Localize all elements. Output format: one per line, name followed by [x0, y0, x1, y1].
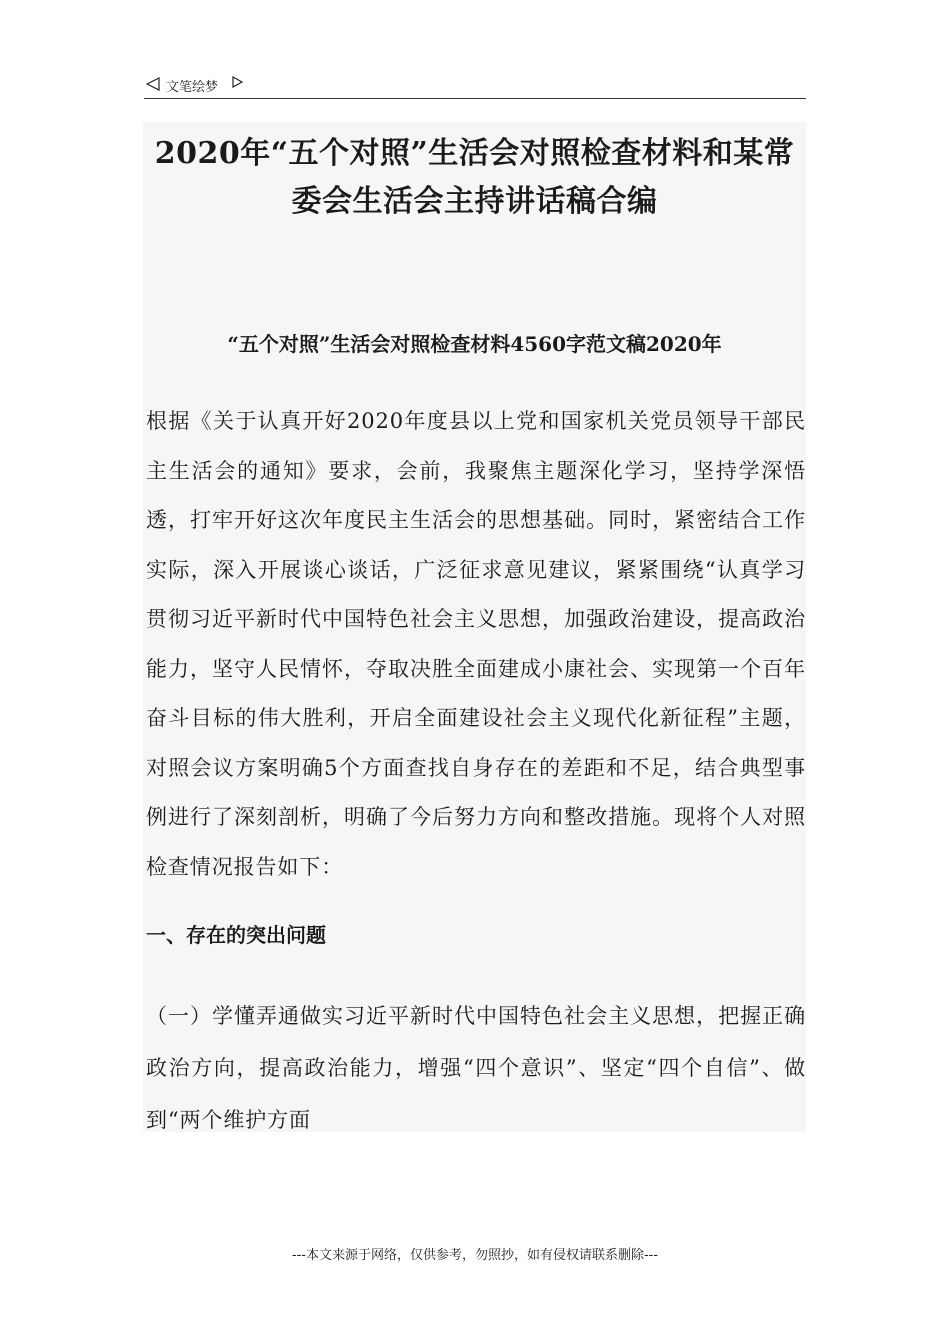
section-heading: 一、存在的突出问题 [146, 923, 326, 947]
page-header [144, 72, 806, 99]
intro-paragraph: 根据《关于认真开好2020年度县以上党和国家机关党员领导干部民主生活会的通知》要求，会前，我聚焦主题深化学习，坚持学深悟透，打牢开好这次年度民主生活会的思想基础。同时，紧密结合工作实际，深入开展谈心谈话，广泛征求意见建议，紧紧围绕“认真学习贯彻习近平新时代中国特色社会主义思想，加强政治建设，提高政治能力，坚守人民情怀，夺取决胜全面建成小康社会、实现第一个百年奋斗目标的伟大胜利，开启全面建设社会主义现代化新征程”主题，对照会议方案明确5个方面查找自身存在的差距和不足，结合典型事例进行了深刻剖析，明确了今后努力方向和整改措施。现将个人对照检查情况报告如下： [146, 409, 806, 879]
header-brand: 文笔绘梦 [166, 80, 219, 95]
subsection-paragraph: （一）学懂弄通做实习近平新时代中国特色社会主义思想，把握正确政治方向，提高政治能力，增强“四个意识”、坚定“四个自信”、做到“两个维护方面 [146, 1004, 806, 1132]
triangle-left-icon [146, 77, 160, 91]
footer-notice: ---本文来源于网络，仅供参考，勿照抄，如有侵权请联系删除--- [291, 1248, 659, 1263]
document-subtitle: “五个对照”生活会对照检查材料4560字范文稿2020年 [227, 332, 722, 356]
document-title: 2020年“五个对照”生活会对照检查材料和某常委会生活会主持讲话稿合编 [154, 136, 795, 219]
document-body [143, 122, 806, 1132]
triangle-right-icon [232, 76, 243, 88]
